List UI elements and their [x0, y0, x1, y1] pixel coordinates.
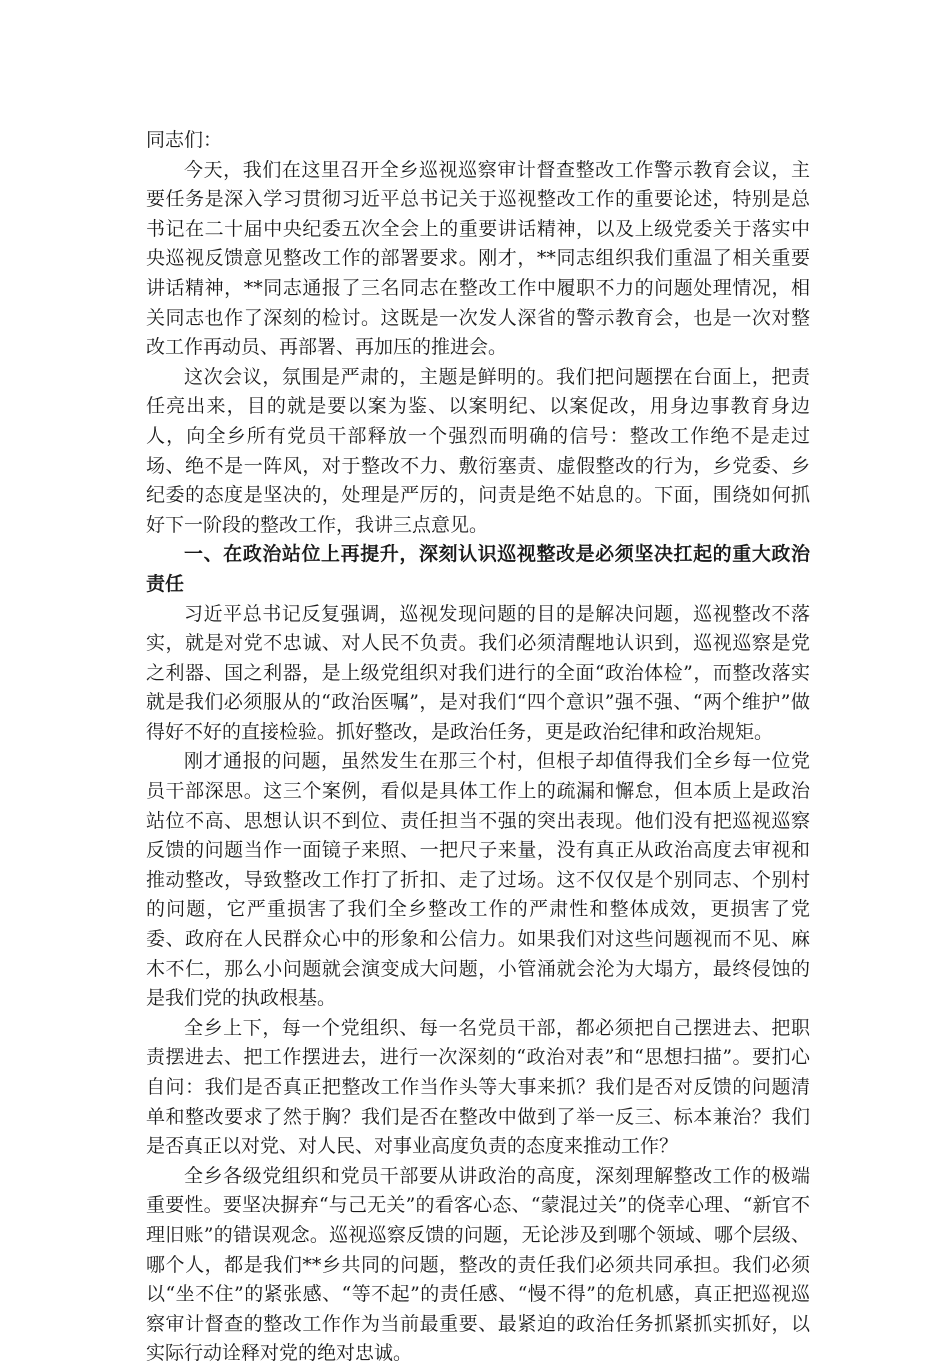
intro-paragraph-1: 今天，我们在这里召开全乡巡视巡察审计督查整改工作警示教育会议，主要任务是深入学习贯彻习近平总书记关于巡视整改工作的重要论述，特别是总书记在二十届中央纪委五次全会上的重要讲话精神，以及上级党委关于落实中央巡视反馈意见整改工作的部署要求。刚才，**同志组织我们重温了相关重要讲话精神，**同志通报了三名同志在整改工作中履职不力的问题处理情况，相关同志也作了深刻的检讨。这既是一次发人深省的警示教育会，也是一次对整改工作再动员、再部署、再加压的推进会。: [146, 158, 810, 359]
salutation: 同志们：: [146, 129, 223, 151]
section1-paragraph-3: 全乡上下，每一个党组织、每一名党员干部，都必须把自己摆进去、把职责摆进去、把工作摆进去，进行一次深刻的“政治对表”和“思想扫描”。要扪心自问：我们是否真正把整改工作当作头等大事来抓？我们是否对反馈的问题清单和整改要求了然于胸？我们是否在整改中做到了举一反三、标本兼治？我们是否真正以对党、对人民、对事业高度负责的态度来推动工作？: [146, 1016, 810, 1158]
section-heading-1: 一、在政治站位上再提升，深刻认识巡视整改是必须坚决扛起的重大政治责任: [146, 543, 810, 595]
section1-paragraph-2: 刚才通报的问题，虽然发生在那三个村，但根子却值得我们全乡每一位党员干部深思。这三个案例，看似是具体工作上的疏漏和懈怠，但本质上是政治站位不高、思想认识不到位、责任担当不强的突出表现。他们没有把巡视巡察反馈的问题当作一面镜子来照、一把尺子来量，没有真正从政治高度去审视和推动整改，导致整改工作打了折扣、走了过场。这不仅仅是个别同志、个别村的问题，它严重损害了我们全乡整改工作的严肃性和整体成效，更损害了党委、政府在人民群众心中的形象和公信力。如果我们对这些问题视而不见、麻木不仁，那么小问题就会演变成大问题，小管涌就会沦为大塌方，最终侵蚀的是我们党的执政根基。: [146, 750, 810, 1010]
document-body: [146, 126, 810, 1369]
section1-paragraph-1: 习近平总书记反复强调，巡视发现问题的目的是解决问题，巡视整改不落实，就是对党不忠诚、对人民不负责。我们必须清醒地认识到，巡视巡察是党之利器、国之利器，是上级党组织对我们进行的全面“政治体检”，而整改落实就是我们必须服从的“政治医嘱”，是对我们“四个意识”强不强、“两个维护”做得好不好的直接检验。抓好整改，是政治任务，更是政治纪律和政治规矩。: [146, 602, 810, 743]
section1-paragraph-4: 全乡各级党组织和党员干部要从讲政治的高度，深刻理解整改工作的极端重要性。要坚决摒弃“与己无关”的看客心态、“蒙混过关”的侥幸心理、“新官不理旧账”的错误观念。巡视巡察反馈的问题，无论涉及到哪个领域、哪个层级、哪个人，都是我们**乡共同的问题，整改的责任我们必须共同承担。我们必须以“坐不住”的紧张感、“等不起”的责任感、“慢不得”的危机感，真正把巡视巡察审计督查的整改工作作为当前最重要、最紧迫的政治任务抓紧抓实抓好，以实际行动诠释对党的绝对忠诚。: [146, 1164, 810, 1365]
intro-paragraph-2: 这次会议，氛围是严肃的，主题是鲜明的。我们把问题摆在台面上，把责任亮出来，目的就是要以案为鉴、以案明纪、以案促改，用身边事教育身边人，向全乡所有党员干部释放一个强烈而明确的信号：整改工作绝不是走过场、绝不是一阵风，对于整改不力、敷衍塞责、虚假整改的行为，乡党委、乡纪委的态度是坚决的，处理是严厉的，问责是绝不姑息的。下面，围绕如何抓好下一阶段的整改工作，我讲三点意见。: [146, 365, 810, 536]
